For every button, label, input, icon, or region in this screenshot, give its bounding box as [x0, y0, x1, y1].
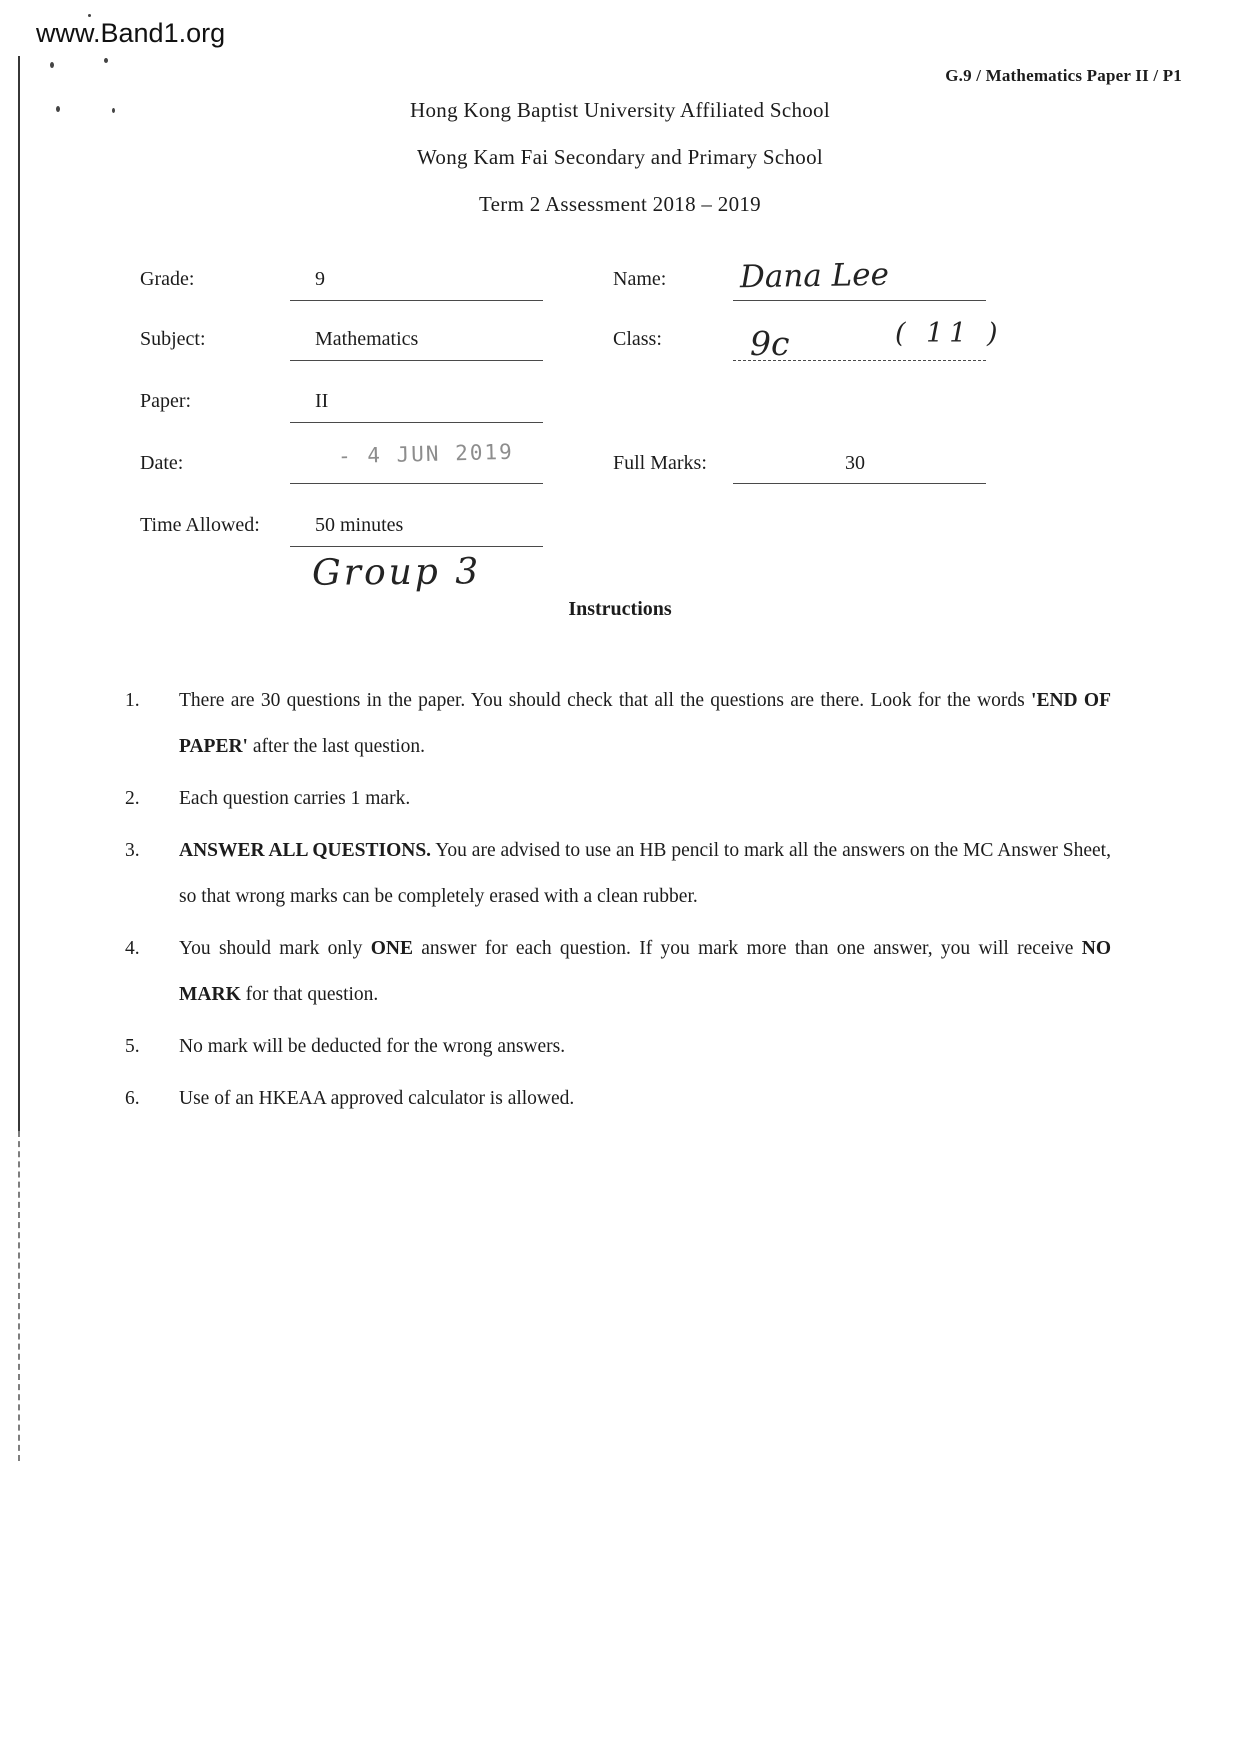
instruction-text: Each question carries 1 mark. [179, 788, 411, 809]
subject-underline [290, 360, 543, 361]
watermark-band1: www.Band1.org [36, 18, 226, 48]
class-handwritten-value: 9c [750, 324, 790, 363]
time-allowed-value: 50 minutes [315, 514, 404, 536]
instruction-text: Use of an HKEAA approved calculator is allowed. [179, 1088, 575, 1109]
grade-label: Grade: [140, 268, 195, 290]
name-label: Name: [613, 268, 667, 290]
scan-edge-line [18, 56, 20, 1131]
instruction-text: There are 30 questions in the paper. You should check that all the questions are there. Look for the words 'END OF PAPER' after the last question. [179, 690, 1111, 757]
instruction-item [125, 828, 1111, 920]
instruction-number: 4. [125, 938, 140, 959]
date-label: Date: [140, 452, 184, 474]
instruction-item [125, 776, 1111, 822]
scan-speck [50, 62, 54, 68]
paper-underline [290, 422, 543, 423]
name-underline [733, 300, 986, 301]
class-number-handwritten: ( 11 ) [895, 318, 1004, 349]
class-label: Class: [613, 328, 662, 350]
paper-label: Paper: [140, 390, 192, 412]
instruction-text: You should mark only ONE answer for each question. If you mark more than one answer, you will receive NO MARK for that question. [179, 938, 1112, 1005]
instructions-list [125, 678, 1111, 1128]
subject-label: Subject: [140, 328, 206, 350]
instruction-item [125, 1076, 1111, 1122]
paper-reference: G.9 / Mathematics Paper II / P1 [945, 66, 1182, 85]
class-underline [733, 360, 986, 361]
instruction-item [125, 926, 1111, 1018]
instruction-text: ANSWER ALL QUESTIONS. You are advised to use an HB pencil to mark all the answers on the MC Answer Sheet, so that wrong marks can be completely erased with a clean rubber. [179, 840, 1111, 907]
time-allowed-underline [290, 546, 543, 547]
assessment-title: Term 2 Assessment 2018 – 2019 [479, 192, 761, 216]
date-underline [290, 483, 543, 484]
grade-value: 9 [315, 268, 325, 290]
full-marks-value: 30 [845, 452, 865, 474]
school-name-line2: Wong Kam Fai Secondary and Primary School [416, 145, 824, 169]
full-marks-underline [733, 483, 986, 484]
full-marks-label: Full Marks: [613, 452, 707, 474]
subject-value: Mathematics [315, 328, 419, 350]
instruction-text: No mark will be deducted for the wrong answers. [179, 1036, 566, 1057]
scan-speck [104, 58, 108, 63]
name-handwritten-value: Dana Lee [739, 256, 890, 296]
scan-edge-line-dashed [18, 1131, 20, 1461]
scan-speck [88, 14, 91, 17]
instruction-item [125, 678, 1111, 770]
grade-underline [290, 300, 543, 301]
group-handwritten-note: Group 3 [311, 551, 482, 594]
instruction-number: 3. [125, 840, 140, 861]
instruction-number: 2. [125, 788, 140, 809]
instruction-item [125, 1024, 1111, 1070]
instruction-number: 1. [125, 690, 140, 711]
paper-value: II [315, 390, 329, 412]
instructions-title: Instructions [568, 598, 672, 620]
time-allowed-label: Time Allowed: [140, 514, 260, 536]
instruction-number: 6. [125, 1088, 140, 1109]
date-stamp: - 4 JUN 2019 [337, 439, 515, 469]
school-name-line1: Hong Kong Baptist University Affiliated School [410, 98, 830, 122]
instruction-number: 5. [125, 1036, 140, 1057]
